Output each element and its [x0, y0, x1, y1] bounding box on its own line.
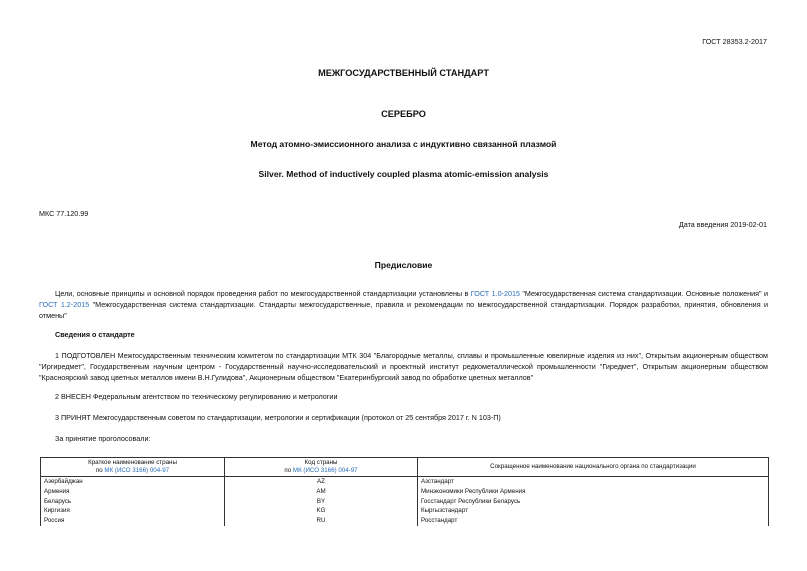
header-country-code: [225, 458, 418, 477]
code-cell: BY: [225, 497, 418, 507]
foreword-text-part3: "Межгосударственная система стандартизации. Стандарты межгосударственные, правила и рекомендации по межгосударственной стандартизации. Порядок разработки, принятия, обновления и отмены": [39, 300, 768, 320]
method-title-en: Silver. Method of inductively coupled plasma atomic-emission analysis: [258, 169, 549, 179]
gost-1-2-link[interactable]: ГОСТ 1.2-2015: [39, 300, 90, 309]
table-header-row: [41, 458, 769, 477]
standards-body-cell: Кыргызстандарт: [418, 506, 769, 516]
mks-code: МКС 77.120.99: [39, 209, 89, 218]
table-row: [41, 497, 769, 507]
header-code-standard-link[interactable]: МК (ИСО 3166) 004-97: [292, 467, 358, 474]
table-row: [41, 506, 769, 516]
code-cell: RU: [225, 516, 418, 526]
standards-body-cell: Росстандарт: [418, 516, 769, 526]
document-code: ГОСТ 28353.2-2017: [702, 37, 767, 46]
standard-info-heading: Сведения о стандарте: [55, 330, 135, 339]
standards-body-cell: Госстандарт Республики Беларусь: [418, 497, 769, 507]
foreword-heading: Предисловие: [374, 260, 433, 270]
table-row: [41, 516, 769, 526]
info-item-3: 3 ПРИНЯТ Межгосударственным советом по стандартизации, метрологии и сертификации (протокол от 25 сентября 2017 г. N 103-П): [55, 413, 501, 422]
table-row: [41, 477, 769, 487]
info-item-1: 1 ПОДГОТОВЛЕН Межгосударственным техническим комитетом по стандартизации МТК 304 "Благородные металлы, сплавы и промышленные ювелирные изделия из них", Открытым акционерным обществом "Иргиредмет", Государственным научным центром - Государственный научно-исследовательский и проектный институт редкометаллической промышленности "Гиредмет", Открытым акционерным обществом "Красноярский завод цветных металлов имени В.Н.Гулидова", Акционерным обществом "Екатеринбургский завод по обработке цветных металлов": [39, 351, 768, 382]
country-cell: Армения: [41, 487, 225, 497]
foreword-text-part1: Цели, основные принципы и основной порядок проведения работ по межгосударственной стандартизации установлены в: [55, 289, 471, 298]
intro-date: Дата введения 2019-02-01: [678, 220, 767, 229]
foreword-text-part2: "Межгосударственная система стандартизации. Основные положения" и: [519, 289, 768, 298]
method-title-ru: Метод атомно-эмиссионного анализа с индуктивно связанной плазмой: [250, 139, 557, 149]
country-cell: Россия: [41, 516, 225, 526]
country-cell: Киргизия: [41, 506, 225, 516]
header-country-prefix: по: [95, 467, 105, 474]
table-row: [41, 487, 769, 497]
header-code-line1: Код страны: [304, 459, 338, 466]
info-item-2: 2 ВНЕСЕН Федеральным агентством по техническому регулированию и метрологии: [55, 392, 338, 401]
country-cell: Азербайджан: [41, 477, 225, 487]
code-cell: KG: [225, 506, 418, 516]
header-standards-body: Сокращенное наименование национального органа по стандартизации: [418, 458, 769, 477]
voting-countries-table: [40, 457, 769, 526]
code-cell: AZ: [225, 477, 418, 487]
voted-label: За принятие проголосовали:: [55, 434, 151, 443]
gost-1-0-link[interactable]: ГОСТ 1.0-2015: [470, 289, 520, 298]
header-country-standard-link[interactable]: МК (ИСО 3166) 004-97: [104, 467, 170, 474]
header-code-prefix: по: [284, 467, 293, 474]
standards-body-cell: Минэкономики Республики Армения: [418, 487, 769, 497]
header-country-name: [41, 458, 225, 477]
country-cell: Беларусь: [41, 497, 225, 507]
standard-name-title: СЕРЕБРО: [381, 109, 426, 119]
standards-body-cell: Азстандарт: [418, 477, 769, 487]
standard-type-title: МЕЖГОСУДАРСТВЕННЫЙ СТАНДАРТ: [318, 68, 489, 78]
code-cell: AM: [225, 487, 418, 497]
header-country-line1: Краткое наименование страны: [88, 459, 177, 466]
foreword-paragraph: [39, 288, 768, 321]
